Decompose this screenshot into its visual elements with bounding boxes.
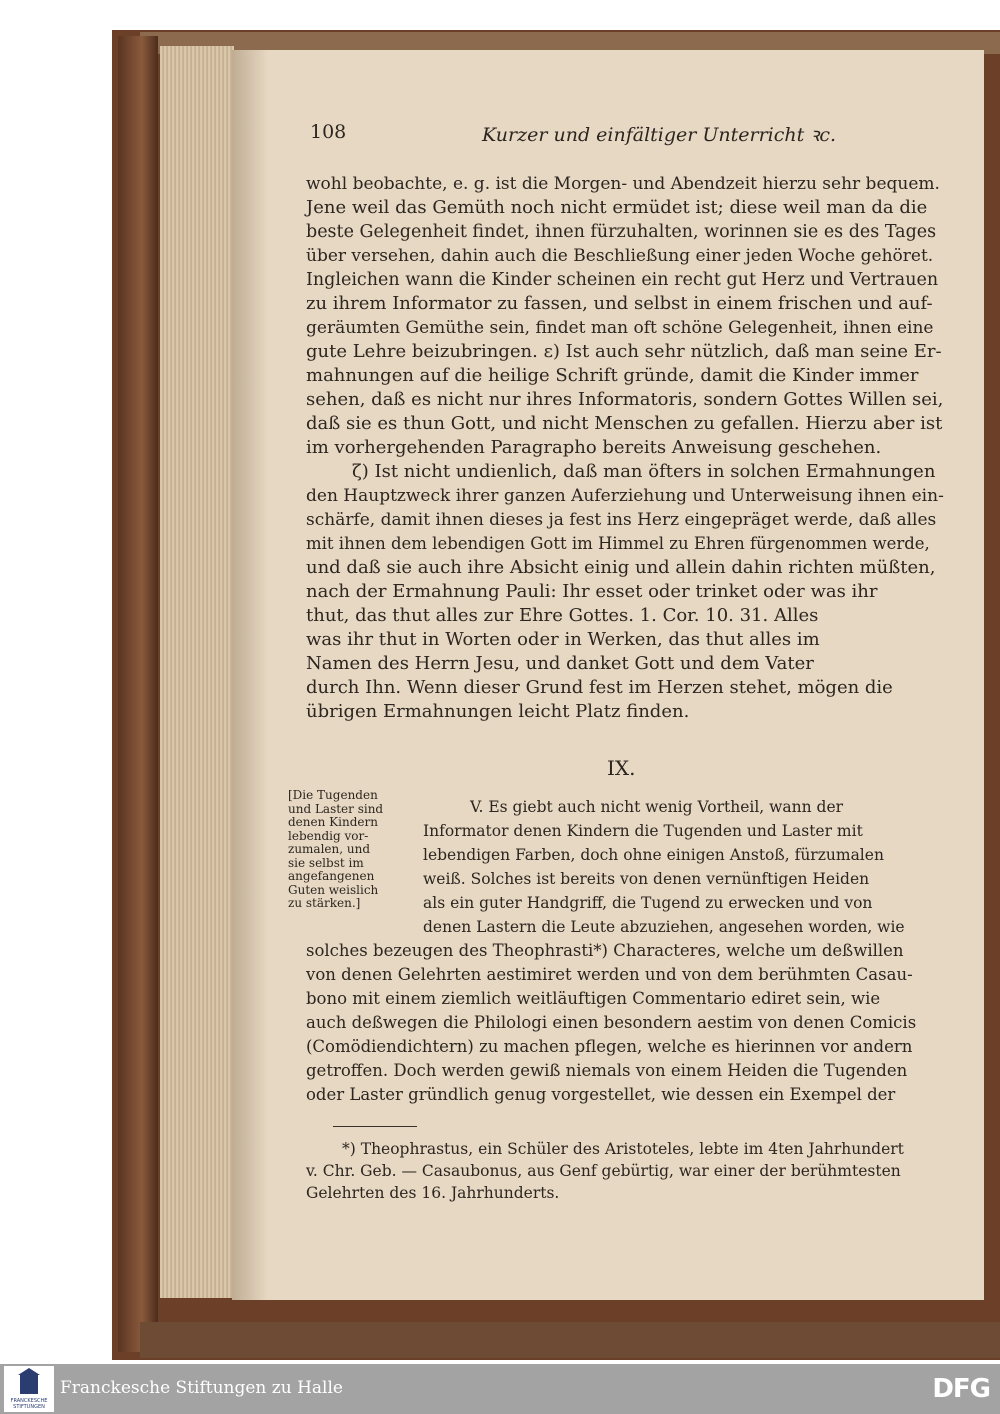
margin-note: [288, 789, 408, 911]
body-line: Ingleichen wann die Kinder scheinen ein recht gut Herz und Vertrauen: [306, 270, 939, 290]
body-line: schärfe, damit ihnen dieses ja fest ins Herz eingepräget werde, daß alles: [306, 510, 937, 530]
body-line: Informator denen Kindern die Tugenden und Laster mit: [423, 822, 863, 840]
body-line: weiß. Solches ist bereits von denen vernünftigen Heiden: [423, 870, 870, 888]
body-line: zu ihrem Informator zu fassen, und selbst in einem frischen und auf-: [306, 293, 933, 314]
dfg-logo[interactable]: DFG: [932, 1374, 990, 1404]
body-line: denen Lastern die Leute abzuziehen, angesehen worden, wie: [423, 918, 905, 936]
body-line: lebendigen Farben, doch ohne einigen Anstoß, fürzumalen: [423, 846, 884, 864]
body-line: und daß sie auch ihre Absicht einig und allein dahin richten müßten,: [306, 557, 936, 578]
institution-name[interactable]: Franckesche Stiftungen zu Halle: [60, 1378, 343, 1398]
body-line: sehen, daß es nicht nur ihres Informatoris, sondern Gottes Willen sei,: [306, 389, 944, 410]
body-line: ζ) Ist nicht undienlich, daß man öfters in solchen Ermahnungen: [352, 461, 936, 482]
margin-note-line: Guten weislich: [288, 882, 379, 897]
body-line: über versehen, dahin auch die Beschließung einer jeden Woche gehöret.: [306, 246, 934, 266]
margin-note-line: lebendig vor-: [288, 828, 369, 843]
body-line: thut, das thut alles zur Ehre Gottes. 1. Cor. 10. 31. Alles: [306, 605, 819, 626]
body-line: auch deßwegen die Philologi einen besondern aestim von denen Comicis: [306, 1013, 917, 1032]
body-line: beste Gelegenheit findet, ihnen fürzuhalten, worinnen sie es des Tages: [306, 222, 937, 242]
institution-logo[interactable]: [4, 1366, 54, 1412]
body-line: Jene weil das Gemüth noch nicht ermüdet ist; diese weil man da die: [306, 197, 928, 218]
footnote-line: Gelehrten des 16. Jahrhunderts.: [306, 1184, 560, 1202]
margin-note-line: denen Kindern: [288, 815, 378, 829]
body-line: von denen Gelehrten aestimiret werden und von dem berühmten Casau-: [306, 965, 913, 984]
margin-note-line: [Die Tugenden: [288, 788, 378, 802]
body-line: nach der Ermahnung Pauli: Ihr esset oder trinket oder was ihr: [306, 581, 878, 602]
spine-shadow: [232, 50, 268, 1300]
body-line: Namen des Herrn Jesu, und danket Gott und dem Vater: [306, 653, 814, 674]
body-line: (Comödiendichtern) zu machen pflegen, welche es hierinnen vor andern: [306, 1037, 913, 1056]
body-line: V. Es giebt auch nicht wenig Vortheil, wann der: [470, 798, 844, 816]
margin-note-line: sie selbst im: [288, 855, 364, 870]
body-line: wohl beobachte, e. g. ist die Morgen- und Abendzeit hierzu sehr bequem.: [306, 174, 940, 194]
margin-note-line: zumalen, und: [288, 842, 371, 856]
body-line: solches bezeugen des Theophrasti*) Characteres, welche um deßwillen: [306, 941, 904, 960]
footnote-line: *) Theophrastus, ein Schüler des Aristoteles, lebte im 4ten Jahrhundert: [342, 1140, 904, 1158]
body-line: bono mit einem ziemlich weitläuftigen Commentario ediret sein, wie: [306, 989, 881, 1008]
body-line: den Hauptzweck ihrer ganzen Auferziehung und Unterweisung ihnen ein-: [306, 486, 944, 506]
book-board-bottom: [140, 1322, 1000, 1358]
body-line: als ein guter Handgriff, die Tugend zu erwecken und von: [423, 894, 873, 912]
footnote-rule: [333, 1126, 417, 1127]
body-line: übrigen Ermahnungen leicht Platz finden.: [306, 701, 690, 722]
body-line: mit ihnen dem lebendigen Gott im Himmel zu Ehren fürgenommen werde,: [306, 534, 930, 553]
page-edges: [160, 46, 234, 1298]
body-line: im vorhergehenden Paragrapho bereits Anweisung geschehen.: [306, 437, 882, 458]
footer-bar: [0, 1364, 1000, 1414]
body-line: gute Lehre beizubringen. ε) Ist auch sehr nützlich, daß man seine Er-: [306, 341, 942, 362]
margin-note-line: angefangenen: [288, 869, 375, 883]
footnote-line: v. Chr. Geb. — Casaubonus, aus Genf gebürtig, war einer der berühmtesten: [306, 1162, 901, 1180]
body-line: mahnungen auf die heilige Schrift gründe, damit die Kinder immer: [306, 365, 919, 386]
page-number: 108: [310, 121, 347, 143]
logo-text: FRANCKESCHE STIFTUNGEN: [10, 1398, 48, 1410]
body-line: durch Ihn. Wenn dieser Grund fest im Herzen stehet, mögen die: [306, 677, 893, 698]
margin-note-line: zu stärken.]: [288, 896, 361, 910]
building-icon: [20, 1374, 38, 1394]
body-line: daß sie es thun Gott, und nicht Menschen zu gefallen. Hierzu aber ist: [306, 413, 943, 434]
section-heading: IX.: [607, 756, 636, 780]
margin-note-line: und Laster sind: [288, 801, 384, 816]
page-header: [310, 121, 940, 151]
body-line: oder Laster gründlich genug vorgestellet, wie dessen ein Exempel der: [306, 1085, 896, 1104]
body-line: geräumten Gemüthe sein, findet man oft schöne Gelegenheit, ihnen eine: [306, 318, 934, 338]
body-line: was ihr thut in Worten oder in Werken, das thut alles im: [306, 629, 820, 650]
running-title: Kurzer und einfältiger Unterricht ꝛc.: [482, 124, 836, 146]
body-line: getroffen. Doch werden gewiß niemals von einem Heiden die Tugenden: [306, 1061, 908, 1080]
book-board-left: [118, 36, 158, 1352]
